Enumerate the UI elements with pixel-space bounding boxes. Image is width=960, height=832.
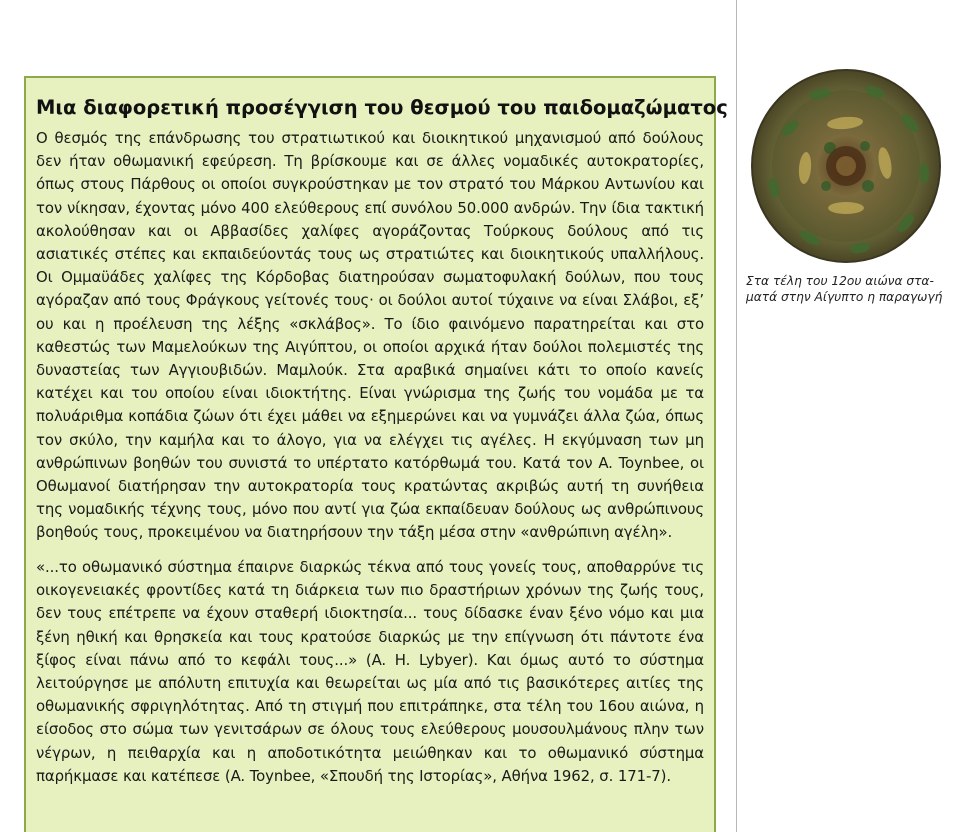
article-title: Μια διαφορετική προσέγγιση του θεσμού του παιδομαζώματος <box>36 96 728 119</box>
ceramic-bowl-icon <box>750 68 942 264</box>
article-paragraph-1: Ο θεσμός της επάνδρωσης του στρατιωτικού και διοικητικού μηχανισμού από δούλους δεν ήταν οθωμανική εφεύρεση. Τη βρίσκουμε και σε άλλες νομαδικές αυτοκρατορίες, όπως στους Πάρθους οι οποίοι συγκρούστηκαν με τον στρατό του Μάρκου Αντωνίου και τον νίκησαν, έχοντας μόνο 400 ελεύθερους επί συνόλου 50.000 ανδρών. Την ίδια τακτική ακολούθησαν και οι Αββασίδες χαλίφες αγοράζοντας Τούρκους δούλους από τις ασιατικές στέπες και εκπαιδεύοντάς τους ως στρατιώτες και διοικητικούς υπαλλήλους. Οι Ομμαϋάδες χαλίφες της Κόρδοβας διατηρούσαν σωματοφυλακή δούλων, που τους αγόραζαν από τους Φράγκους γείτονές τους· οι δούλοι αυτοί τύχαινε να είναι Σλάβοι, εξ’ ου και η προέλευση της λέξης «σκλάβος». Το ίδιο φαινόμενο παρατηρείται και στο καθεστώς των Μαμελούκων της Αιγύπτου, οι οποίοι αρχικά ήταν δούλοι πολεμιστές της δυναστείας των Αγγιουβιδών. Μαμλούκ. Στα αραβικά σημαίνει κάτι το οποίο κανείς κατέχει και του οποίου είναι ιδιοκτήτης. Είναι γνώρισμα της ζωής του νομάδα με τα πολυάριθμα κοπάδια ζώων ότι έχει μάθει να εξημερώνει και να γυμνάζει άλλα ζώα, όπως τον σκύλο, την καμήλα και το άλογο, για να ελέγχει τις αγέλες. Η εκγύμναση των μη ανθρώπινων βοηθών του συνιστά το υπέρτατο κατόρθωμά του. Κατά τον A. Toynbee, οι Οθωμανοί διατήρησαν την αυτοκρατορία τους κρατώντας ακριβώς αυτή τη συνήθεια της νομαδικής τέχνης τους, μόνο που αντί για ζώα εκπαίδευαν δούλους ως ανθρώπινους βοηθούς τους, προκειμένου να διατηρήσουν την τάξη μέσα στην «ανθρώπινη αγέλη». <box>36 129 704 542</box>
article-paragraph-2: «...το οθωμανικό σύστημα έπαιρνε διαρκώς τέκνα από τους γονείς τους, αποθαρρύνε τις οικογενειακές φροντίδες κατά τη διάρκεια των πιο δραστήριων χρόνων της ζωής τους, δεν τους επέτρεπε να έχουν σταθερή ιδιοκτησία... τους δίδασκε έναν ξένο νόμο και μια ξένη ηθική και θρησκεία και τους κρατούσε διαρκώς με την επίγνωση ότι πάντοτε ένα ξίφος είναι πάνω από το κεφάλι τους...» (A. H. Lybyer). Και όμως αυτό το σύστημα λειτούργησε με απόλυτη επιτυχία και θεωρείται ως μία από τις βασικότερες αιτίες της οθωμανικής σφριγηλότητας. Από τη στιγμή που επιτράπηκε, στα τέλη του 16ου αιώνα, η είσοδος στο σώμα των γενιτσάρων σε όλους τους ελεύθερους μουσουλμάνους πλην των νέγρων, η πειθαρχία και η αποδοτικότητα μειώθηκαν και το οθωμανικό σύστημα παρήκμασε και κατέπεσε (A. Toynbee, «Σπουδή της Ιστορίας», Αθήνα 1962, σ. 171-7). <box>36 558 704 785</box>
figure-caption: Στα τέλη του 12ου αιώνα στα-ματά στην Αίγυπτο η παραγωγή <box>746 274 943 304</box>
column-divider <box>736 0 737 832</box>
